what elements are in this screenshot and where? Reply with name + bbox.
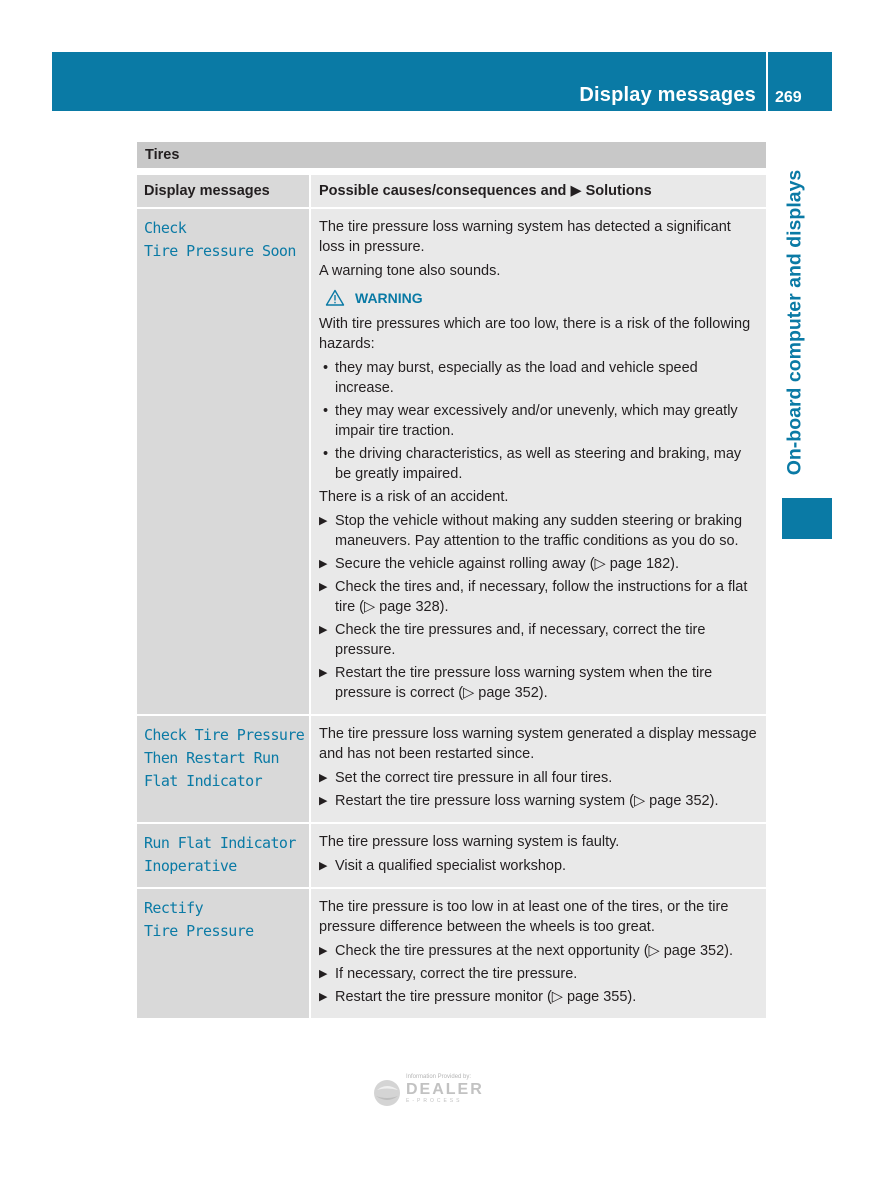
action-arrow-icon: ▶	[319, 558, 328, 570]
action-item: ▶ Visit a qualified specialist workshop.	[319, 858, 567, 874]
bullet-marker: •	[323, 360, 329, 376]
causes-cell	[309, 209, 766, 714]
watermark-brand: DEALER	[406, 1081, 484, 1098]
header-band	[52, 52, 766, 111]
display-message-line: Tire Pressure Soon	[144, 242, 296, 260]
display-message-line: Then Restart Run	[144, 749, 279, 767]
causes-cell	[309, 716, 766, 822]
risk-text: There is a risk of an accident.	[319, 489, 509, 505]
cause-text: The tire pressure loss warning system has detected a significant loss in pressure.	[319, 219, 731, 255]
cause-text: A warning tone also sounds.	[319, 263, 501, 279]
hazard-item: • they may wear excessively and/or unevenly, which may greatly impair tire traction.	[323, 403, 738, 439]
hazard-item: • the driving characteristics, as well as steering and braking, may be greatly impaired.	[323, 446, 742, 482]
table-row	[137, 209, 766, 716]
action-arrow-icon: ▶	[319, 968, 328, 980]
display-message-line: Check Tire Pressure	[144, 726, 305, 744]
action-arrow-icon: ▶	[319, 581, 328, 593]
action-arrow-icon: ▶	[319, 624, 328, 636]
display-message-line: Inoperative	[144, 857, 237, 875]
causes-cell	[309, 889, 766, 1018]
display-message-line: Run Flat Indicator	[144, 834, 296, 852]
action-arrow-icon: ▶	[319, 991, 328, 1003]
action-item: ▶ Restart the tire pressure monitor (▷ page 355).	[319, 989, 637, 1005]
table-header-row	[137, 175, 766, 209]
bullet-marker: •	[323, 403, 329, 419]
bullet-marker: •	[323, 446, 329, 462]
display-message-line: Rectify	[144, 899, 204, 917]
page-title: Display messages	[579, 84, 756, 106]
action-arrow-icon: ▶	[319, 795, 328, 807]
watermark-caption: Information Provided by:	[406, 1074, 472, 1080]
action-arrow-icon: ▶	[319, 667, 328, 679]
message-cell	[137, 209, 309, 714]
action-arrow-icon: ▶	[319, 860, 328, 872]
column-header-messages: Display messages	[137, 175, 309, 207]
action-arrow-icon: ▶	[319, 772, 328, 784]
cause-text: The tire pressure loss warning system generated a display message and has not been restarted since.	[319, 726, 757, 762]
action-item: ▶ Check the tire pressures and, if necessary, correct the tire pressure.	[319, 622, 706, 658]
causes-cell	[309, 824, 766, 887]
watermark-subtitle: E-PROCESS	[406, 1098, 463, 1104]
action-item: ▶ Restart the tire pressure loss warning system (▷ page 352).	[319, 793, 719, 809]
dealer-watermark-logo	[372, 1072, 512, 1112]
page-number: 269	[775, 89, 802, 106]
cause-text: The tire pressure is too low in at least one of the tires, or the tire pressure difference between the wheels is too great.	[319, 899, 729, 935]
table-title: Tires	[137, 142, 766, 175]
warning-heading	[325, 289, 760, 306]
action-item: ▶ Restart the tire pressure loss warning system when the tire pressure is correct (▷ page 352).	[319, 665, 713, 701]
side-tab-marker	[782, 498, 832, 539]
message-cell	[137, 716, 309, 822]
page-number-box	[768, 52, 832, 111]
warning-label: WARNING	[355, 289, 423, 306]
action-item: ▶ Set the correct tire pressure in all four tires.	[319, 770, 613, 786]
action-item: ▶ Secure the vehicle against rolling away (▷ page 182).	[319, 556, 680, 572]
side-tab	[778, 156, 812, 488]
action-arrow-icon: ▶	[319, 945, 328, 957]
column-header-causes: Possible causes/consequences and ▶ Solutions	[309, 175, 766, 207]
warning-triangle-icon	[325, 289, 345, 306]
display-message-line: Tire Pressure	[144, 922, 254, 940]
action-item: ▶ Stop the vehicle without making any sudden steering or braking maneuvers. Pay attention to the traffic conditions as you do so.	[319, 513, 743, 549]
hazard-item: • they may burst, especially as the load and vehicle speed increase.	[323, 360, 698, 396]
message-cell	[137, 889, 309, 1018]
action-item: ▶ If necessary, correct the tire pressure.	[319, 966, 578, 982]
tires-table	[137, 142, 766, 1020]
side-tab-label: On-board computer and displays	[783, 169, 806, 475]
message-cell	[137, 824, 309, 887]
display-message-line: Flat Indicator	[144, 772, 263, 790]
table-row	[137, 716, 766, 824]
logo-globe-icon	[372, 1078, 402, 1108]
action-arrow-icon: ▶	[319, 515, 328, 527]
cause-text: The tire pressure loss warning system is faulty.	[319, 834, 620, 850]
display-message-line: Check	[144, 219, 187, 237]
table-row	[137, 889, 766, 1020]
action-item: ▶ Check the tire pressures at the next opportunity (▷ page 352).	[319, 943, 734, 959]
action-item: ▶ Check the tires and, if necessary, follow the instructions for a flat tire (▷ page 328).	[319, 579, 748, 615]
warning-text: With tire pressures which are too low, there is a risk of the following hazards:	[319, 316, 751, 352]
table-row	[137, 824, 766, 889]
